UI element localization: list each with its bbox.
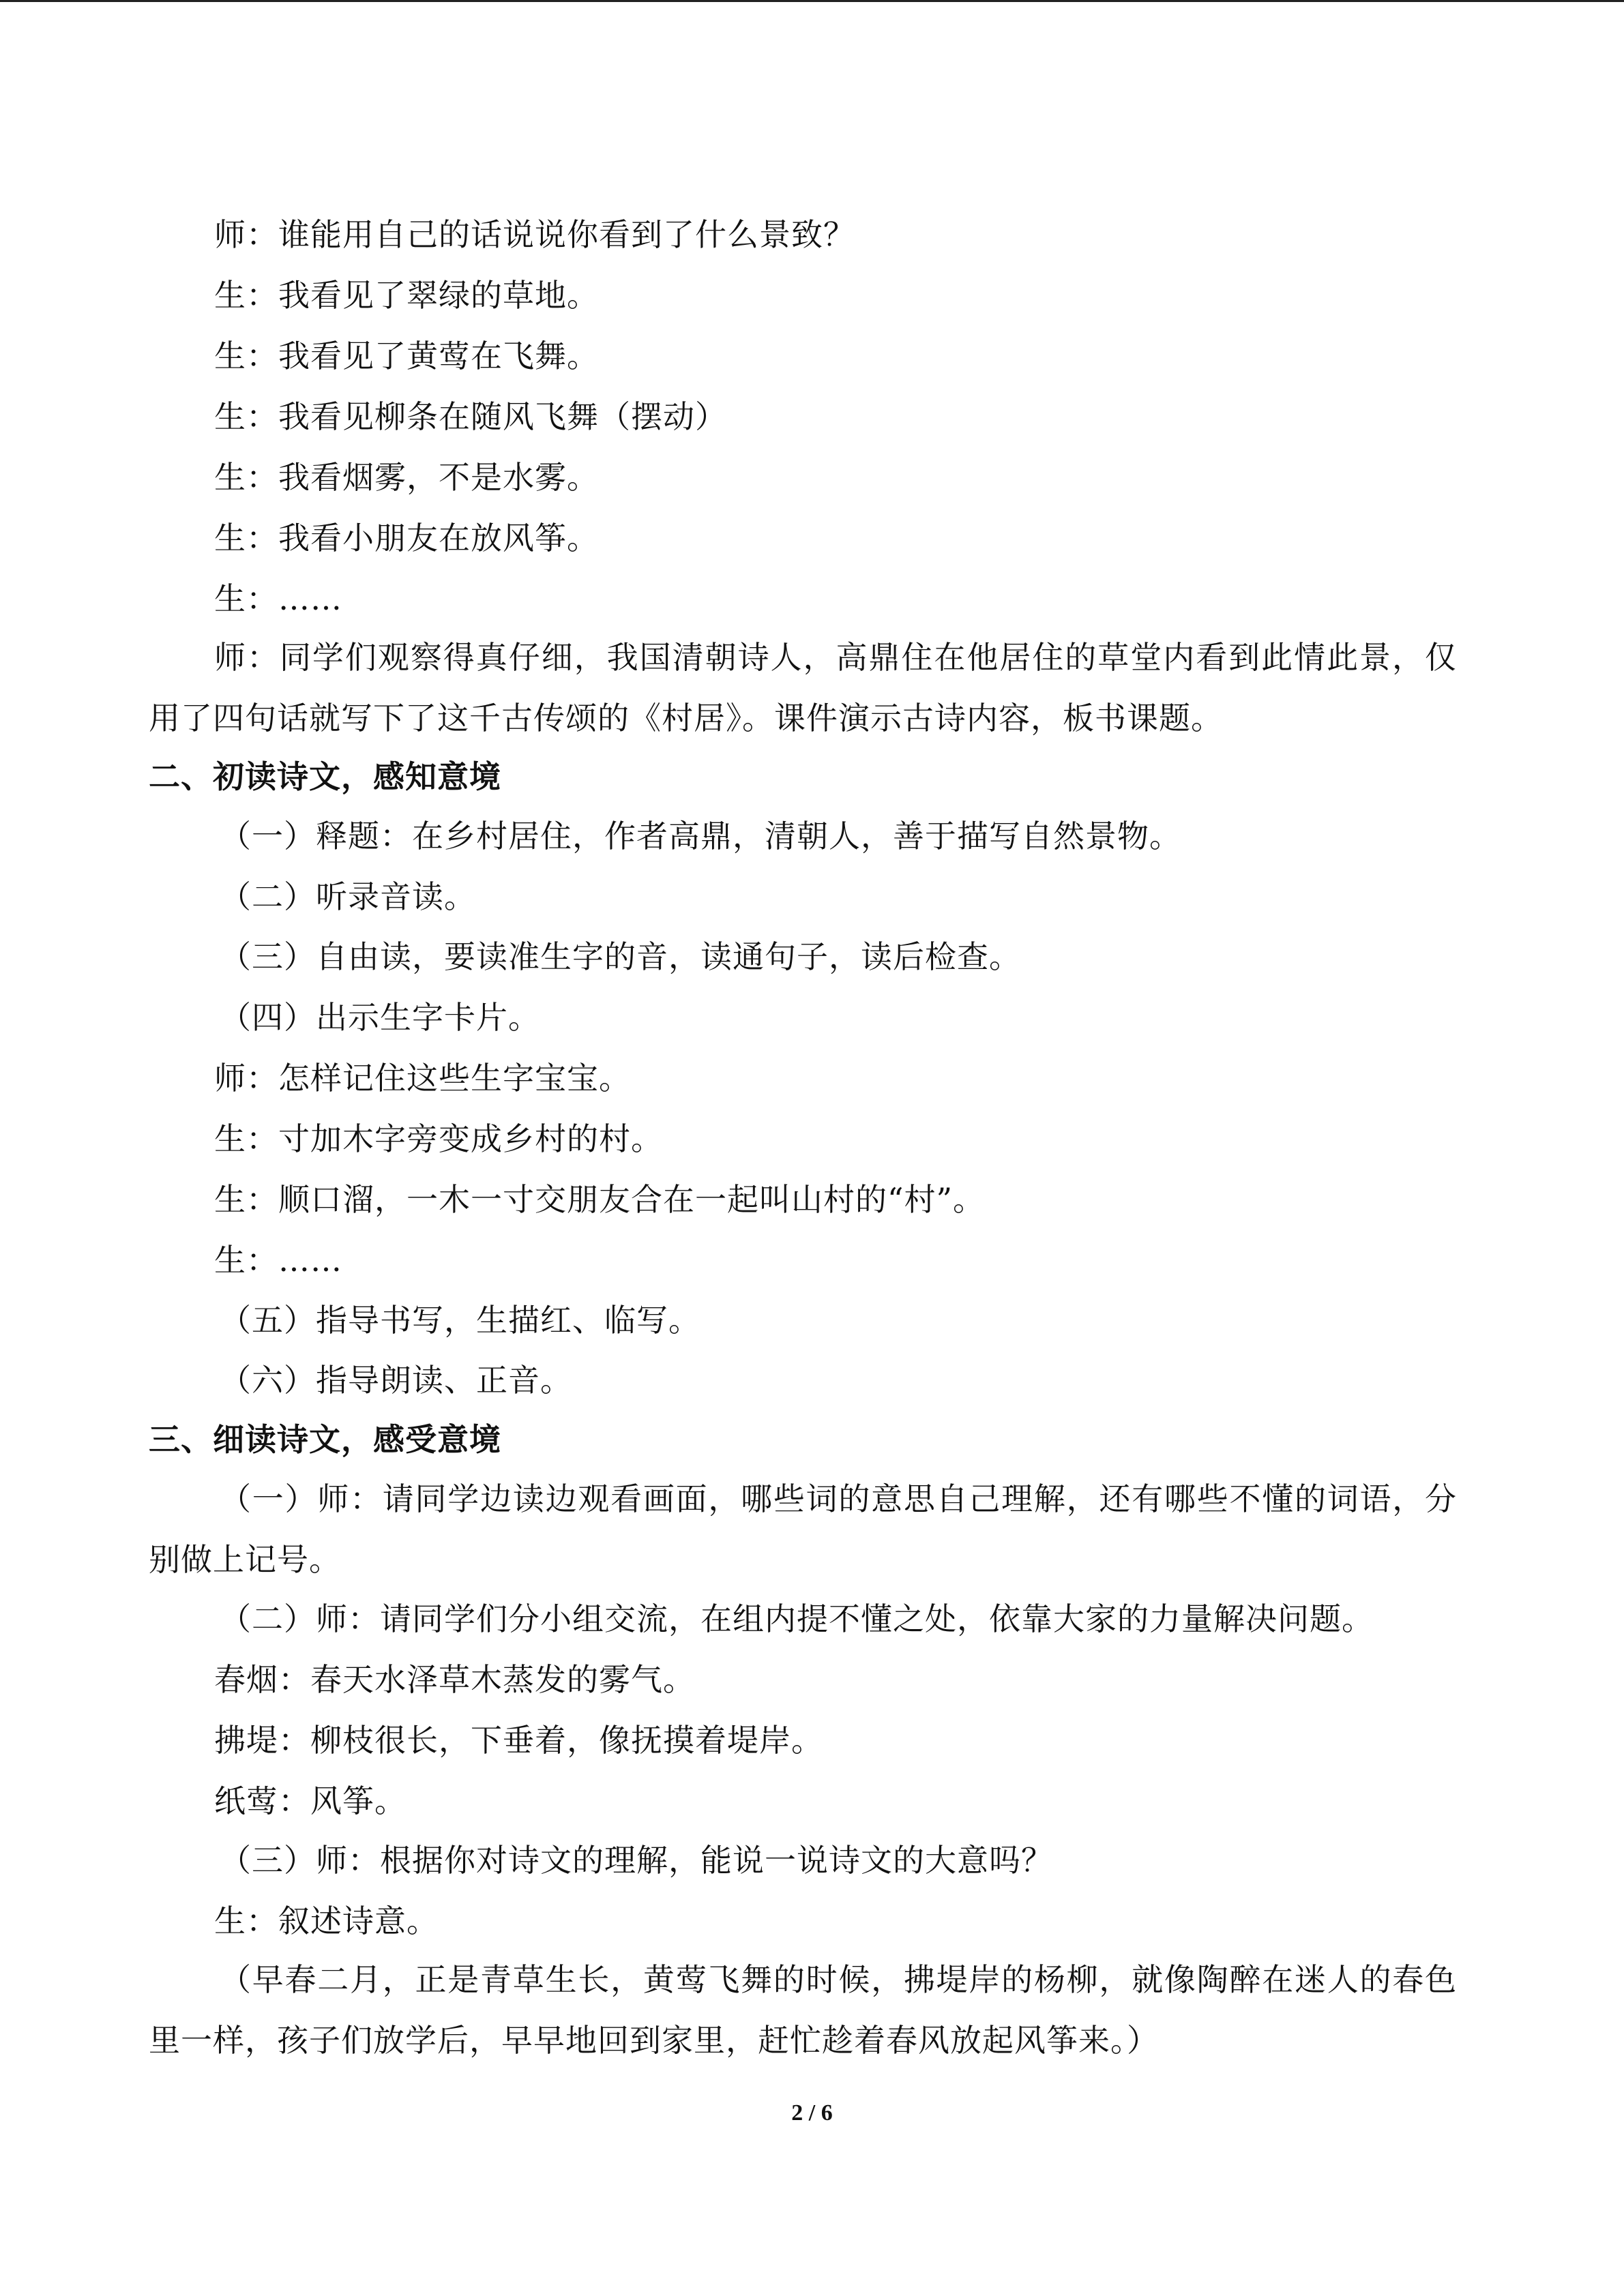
step-line: （二）听录音读。 xyxy=(220,878,476,915)
dialogue-line: 生：我看见了翠绿的草地。 xyxy=(214,277,599,314)
section-heading: 三、细读诗文，感受意境 xyxy=(149,1421,501,1458)
dialogue-line: 生：…… xyxy=(214,1242,342,1279)
dialogue-line: 生：我看见柳条在随风飞舞（摆动） xyxy=(214,398,727,435)
step-line: （三）自由读，要读准生字的音，读通句子，读后检查。 xyxy=(220,938,1021,975)
paragraph-line: 用了四句话就写下了这千古传颂的《村居》。课件演示古诗内容，板书课题。 xyxy=(149,700,1223,736)
section-heading: 二、初读诗文，感知意境 xyxy=(149,758,501,795)
dialogue-line: 生：…… xyxy=(214,580,342,617)
dialogue-line: 生：寸加木字旁变成乡村的村。 xyxy=(214,1120,663,1157)
dialogue-line: 师：谁能用自己的话说说你看到了什么景致？ xyxy=(214,216,855,253)
dialogue-line: 生：我看见了黄莺在飞舞。 xyxy=(214,338,599,374)
paragraph-line: 里一样，孩子们放学后，早早地回到家里，赶忙趁着春风放起风筝来。） xyxy=(149,2022,1159,2059)
dialogue-line: 生：我看烟雾，不是水雾。 xyxy=(214,459,599,496)
definition-line: 纸莺：风筝。 xyxy=(214,1783,407,1819)
step-line: （四）出示生字卡片。 xyxy=(220,999,540,1036)
definition-line: 春烟：春天水泽草木蒸发的雾气。 xyxy=(214,1661,695,1698)
step-line: （三）师：根据你对诗文的理解，能说一说诗文的大意吗？ xyxy=(220,1842,1053,1879)
step-line: （五）指导书写，生描红、临写。 xyxy=(220,1302,700,1339)
dialogue-line: 生：顺口溜，一木一寸交朋友合在一起叫山村的“村”。 xyxy=(214,1181,986,1218)
definition-line: 拂堤：柳枝很长，下垂着，像抚摸着堤岸。 xyxy=(214,1722,823,1759)
paragraph-line: 师：同学们观察得真仔细，我国清朝诗人，高鼎住在他居住的草堂内看到此情此景，仅 xyxy=(214,639,1457,676)
dialogue-line: 师：怎样记住这些生字宝宝。 xyxy=(214,1060,631,1097)
paragraph-line: （早春二月，正是青草生长，黄莺飞舞的时候，拂堤岸的杨柳，就像陶醉在迷人的春色 xyxy=(220,1961,1457,1998)
paragraph-line: 别做上记号。 xyxy=(149,1541,341,1578)
step-line: （一）师：请同学边读边观看画面，哪些词的意思自己理解，还有哪些不懂的词语，分 xyxy=(220,1480,1457,1517)
step-line: （二）师：请同学们分小组交流，在组内提不懂之处，依靠大家的力量解决问题。 xyxy=(220,1600,1374,1637)
step-line: （六）指导朗读、正音。 xyxy=(220,1362,572,1399)
step-line: （一）释题：在乡村居住，作者高鼎，清朝人，善于描写自然景物。 xyxy=(220,818,1181,854)
dialogue-line: 生：叙述诗意。 xyxy=(214,1903,439,1939)
page-number: 2 / 6 xyxy=(791,2100,833,2126)
dialogue-line: 生：我看小朋友在放风筝。 xyxy=(214,520,599,556)
